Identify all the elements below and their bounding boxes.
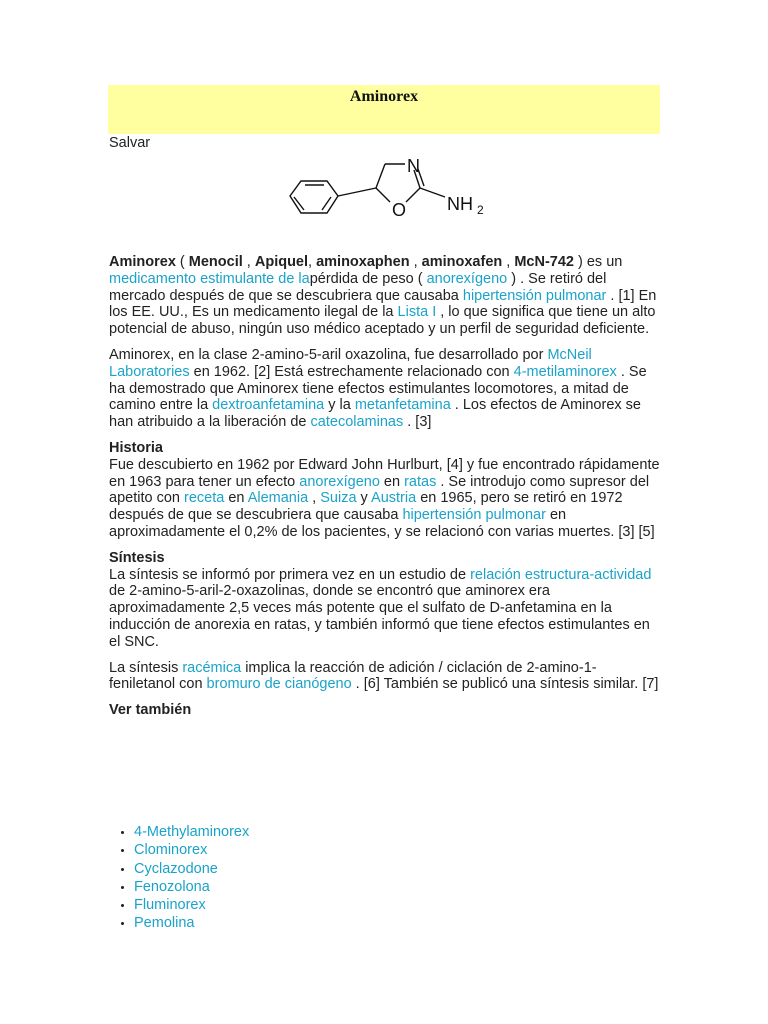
- intro-paragraph: Aminorex ( Menocil , Apiquel, aminoxaphen , aminoxafen , McN-742 ) es un medicamento estimulante de lapérdida de peso ( anorexígeno ) . Se retiró del mercado después de que se descubriera que causaba hipertensión pulmonar . [1] En los EE. UU., Es un medicamento ilegal de la Lista I , lo que significa que tiene un alto potencial de abuso, ningún uso médico aceptado y un perfil de seguridad deficiente.: [109, 254, 657, 338]
- link-receta[interactable]: receta: [183, 490, 225, 507]
- oxygen-label: O: [392, 200, 407, 220]
- see-also-item[interactable]: • Cyclazodone: [134, 860, 249, 878]
- amine-subscript: 2: [477, 203, 484, 217]
- link-alemania[interactable]: Alemania: [247, 490, 309, 507]
- link-catecolaminas[interactable]: catecolaminas: [310, 414, 404, 431]
- title-banner: [108, 85, 660, 134]
- link-dextroanfetamina[interactable]: dextroanfetamina: [212, 397, 325, 414]
- link-lista-i[interactable]: Lista I: [397, 304, 437, 321]
- link-suiza[interactable]: Suiza: [320, 490, 357, 507]
- heading-ver-tambien: Ver también: [109, 702, 192, 719]
- sintesis-paragraph: La síntesis se informó por primera vez en un estudio de relación estructura-actividad de 2-amino-5-aril-2-oxazolinas, donde se encontró que aminorex era aproximadamente 2,5 veces más potente que el sulfato de D-anfetamina en la inducción de anorexia en ratas, y también informó que tiene efectos estimulantes en el SNC.: [109, 566, 652, 650]
- link-austria[interactable]: Austria: [371, 490, 417, 507]
- see-also-item[interactable]: • 4-Methylaminorex: [134, 823, 249, 841]
- link-metanfetamina[interactable]: metanfetamina: [354, 397, 451, 414]
- link-anorexigeno[interactable]: anorexígeno: [426, 270, 508, 287]
- heading-historia: Historia: [109, 439, 163, 456]
- link-anorexigeno-2[interactable]: anorexígeno: [299, 473, 380, 490]
- see-also-list: [109, 823, 249, 933]
- see-also-item[interactable]: • Fluminorex: [134, 896, 249, 914]
- term-aminoxaphen: aminoxaphen: [316, 254, 410, 270]
- link-hipertension[interactable]: hipertensión pulmonar: [462, 287, 607, 304]
- link-relacion[interactable]: relación estructura-actividad: [470, 566, 652, 583]
- link-mcneil[interactable]: McNeil Laboratories: [109, 346, 592, 380]
- molecule-diagram: [278, 152, 488, 244]
- save-link[interactable]: Salvar: [109, 135, 151, 151]
- nitrogen-label: N: [407, 156, 420, 176]
- term-mcn742: McN-742: [514, 254, 574, 270]
- term-aminorex: Aminorex: [109, 254, 176, 270]
- history-intro-paragraph: Aminorex, en la clase 2-amino-5-aril oxazolina, fue desarrollado por McNeil Laboratories en 1962. [2] Está estrechamente relacionado con 4-metilaminorex . Se ha demostrado que Aminorex tiene efectos estimulantes locomotores, a mitad de camino entre la dextroanfetamina y la metanfetamina . Los efectos de Aminorex se han atribuido a la liberación de catecolaminas . [3]: [109, 346, 647, 431]
- link-4-metilaminorex[interactable]: 4-metilaminorex: [513, 363, 617, 380]
- article-body: [109, 254, 660, 719]
- link-racemica[interactable]: racémica: [182, 659, 242, 676]
- link-bromuro[interactable]: bromuro de cianógeno: [206, 676, 352, 693]
- link-hipertension-2[interactable]: hipertensión pulmonar: [402, 507, 546, 524]
- see-also-item[interactable]: • Fenozolona: [134, 878, 249, 896]
- link-medicamento[interactable]: medicamento estimulante de la: [109, 270, 310, 287]
- historia-paragraph: Fue descubierto en 1962 por Edward John Hurlburt, [4] y fue encontrado rápidamente en 1963 para tener un efecto anorexígeno en ratas . Se introdujo como supresor del apetito con receta en Alemania , Suiza y Austria en 1965, pero se retiró en 1972 después de que se descubriera que causaba hipertensión pulmonar en aproximadamente el 0,2% de los pacientes, y se relacionó con varias muertes. [3] [5]: [109, 456, 660, 540]
- heading-sintesis: Síntesis: [109, 549, 165, 566]
- see-also-item[interactable]: • Pemolina: [134, 914, 249, 932]
- amine-label: NH: [447, 194, 473, 214]
- term-aminoxafen: aminoxafen: [421, 254, 503, 270]
- link-ratas[interactable]: ratas: [404, 473, 437, 490]
- term-apiquel: Apiquel: [254, 254, 309, 270]
- see-also-item[interactable]: • Clominorex: [134, 841, 249, 859]
- term-menocil: Menocil: [188, 254, 243, 270]
- racemica-paragraph: La síntesis racémica implica la reacción de adición / ciclación de 2-amino-1-feniletanol con bromuro de cianógeno . [6] También se publicó una síntesis similar. [7]: [109, 659, 659, 693]
- page-title: Aminorex: [349, 88, 419, 105]
- aminorex-structure: [278, 152, 488, 244]
